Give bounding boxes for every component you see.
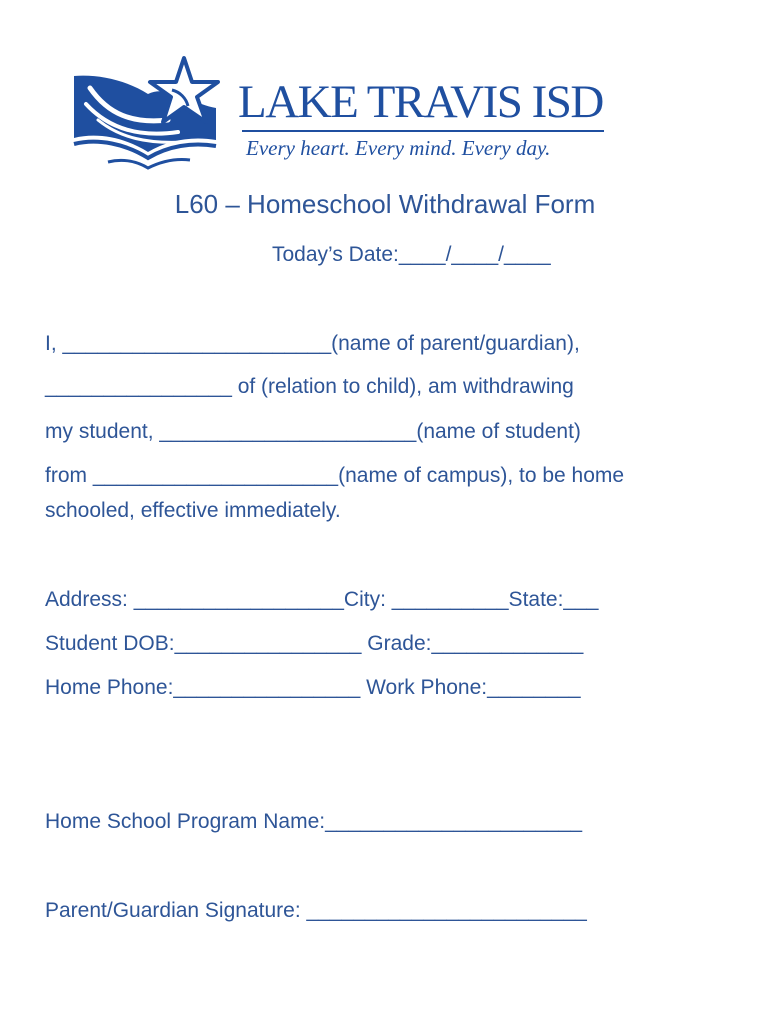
campus-line: from _____________________(name of campus), to be home (45, 464, 625, 487)
program-name-line: Home School Program Name:______________________ (45, 810, 583, 833)
phone-line: Home Phone:________________ Work Phone:________ (45, 676, 581, 699)
logo-district-name: LAKE TRAVIS ISD (238, 76, 603, 128)
effective-line: schooled, effective immediately. (45, 499, 341, 522)
book-star-icon (68, 54, 233, 170)
relation-line: ________________ of (relation to child), am withdrawing (45, 375, 574, 398)
parent-name-line: I, _______________________(name of parent/guardian), (45, 332, 580, 355)
signature-line: Parent/Guardian Signature: ________________________ (45, 899, 587, 922)
todays-date-field: Today’s Date:____/____/____ (272, 243, 551, 266)
logo-tagline: Every heart. Every mind. Every day. (246, 136, 551, 160)
form-title: L60 – Homeschool Withdrawal Form (174, 189, 596, 219)
student-name-line: my student, ______________________(name of student) (45, 420, 581, 443)
logo-divider (242, 130, 604, 132)
address-line: Address: __________________City: __________State:___ (45, 588, 599, 611)
dob-grade-line: Student DOB:________________ Grade:_____________ (45, 632, 584, 655)
district-logo (68, 54, 613, 170)
